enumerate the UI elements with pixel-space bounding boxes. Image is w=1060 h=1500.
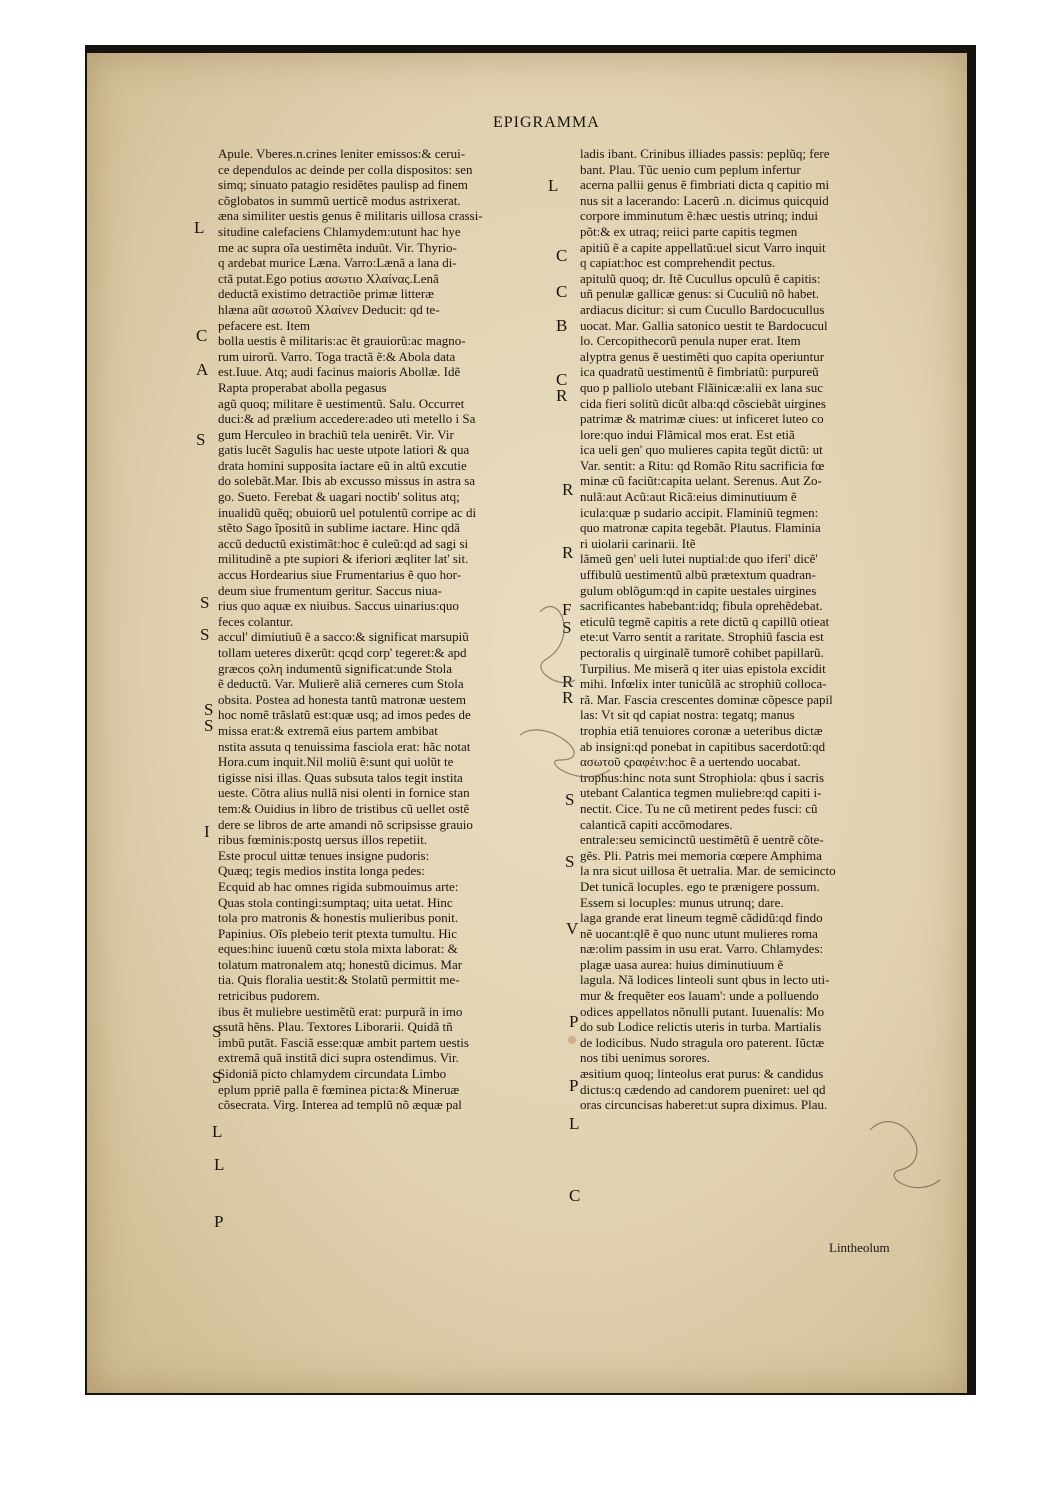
text-line: gulum oblõgum:qd in capite uestales uirgines <box>580 582 817 598</box>
text-line: patrimæ & matrimæ ciues: ut inficeret luteo co <box>580 411 824 427</box>
text-line: ica quadratũ uestimentũ ẽ fimbriatũ: purpureũ <box>580 364 819 380</box>
text-line: Este procul uittæ tenues insigne pudoris: <box>218 847 430 863</box>
text-line: Apule. Vberes.n.crines leniter emissos:& cerui- <box>218 146 466 161</box>
text-line: utebant Calantica tegmen muliebre:qd capiti i- <box>580 785 822 801</box>
text-line: tem:& Ouidius in libro de tristibus cũ uellet ostẽ <box>218 800 470 816</box>
text-line: ce dependulos ac deinde per colla dispositos: sen <box>218 161 473 177</box>
text-line: acerna pallii genus ẽ fimbriati dicta q capitio mi <box>580 177 830 193</box>
text-line: uñ penulæ gallicæ genus: si Cuculiũ nõ habet. <box>580 286 820 302</box>
text-line: gẽs. Pli. Patris mei memoria cœpere Amphima <box>580 847 822 863</box>
text-line: rum uirorũ. Varro. Toga tractã ẽ:& Abola data <box>218 348 456 364</box>
margin-initial: L <box>569 1114 580 1133</box>
text-line: q capiat:hoc est comprehendit pectus. <box>580 255 776 271</box>
text-line: inualidũ quẽq; obuiorũ uel potulentũ corripe ac di <box>218 504 477 520</box>
text-line: do solebãt.Mar. Ibis ab excusso missus in astra sa <box>218 473 476 489</box>
text-line: la nra sicut uillosa ẽt uetralia. Mar. de semicincto <box>580 863 836 879</box>
text-line: ibus ẽt muliebre uestimẽtũ erat: purpurã in imo <box>218 1003 463 1019</box>
text-line: obsita. Postea ad honesta tantũ matronæ uestem <box>218 691 467 707</box>
text-line: odices appellatos nõnulli putant. Iuuenalis: Mo <box>580 1003 825 1019</box>
margin-initial: C <box>556 246 568 265</box>
ink-scribble <box>520 730 610 777</box>
text-line: ẽ deductũ. Var. Mulierẽ aliã cerneres cum Stola <box>218 676 464 692</box>
text-line: uocat. Mar. Gallia satonico uestit te Bardocucul <box>580 317 828 333</box>
margin-initial: S <box>200 593 210 612</box>
text-line: hoc nomẽ trãslatũ est:quæ usq; ad imos pedes de <box>218 707 471 723</box>
ink-scribble <box>870 1122 940 1188</box>
text-line: nẽ uocant:qlẽ ẽ quo nunc utunt mulieres roma <box>580 925 818 941</box>
margin-initial: R <box>562 480 574 499</box>
text-line: las: Vt sit qd capiat nostra: tegatq; manus <box>580 707 795 723</box>
text-line: agũ quoq; militare ẽ uestimentũ. Salu. Occurret <box>218 395 465 411</box>
text-line: cõglobatos in summũ uerticẽ modus astrixerat. <box>218 192 461 208</box>
text-line: Quæq; tegis medios instita longa pedes: <box>218 863 425 879</box>
margin-initial: L <box>212 1122 223 1141</box>
text-line: rã. Mar. Fascia crescentes dominæ cõpesce papil <box>580 691 833 707</box>
margin-initial: R <box>562 672 574 691</box>
text-line: trophia etiã tenuiores coronæ a ueteribus dictæ <box>580 722 823 738</box>
text-line: Hora.cum inquit.Nil moliũ ẽ:sunt qui uolũt te <box>218 754 454 770</box>
text-line: nstita assuta q tenuissima fasciola erat: hãc notat <box>218 738 471 754</box>
text-line: stẽto Sago ĩpositũ in sublime iactare. Hinc qdã <box>218 520 460 536</box>
text-line: Rapta properabat abolla pegasus <box>218 379 387 395</box>
margin-initial: C <box>569 1186 581 1205</box>
text-line: accũ deductũ existimãt:hoc ẽ culeũ:qd ad sagi si <box>218 535 469 551</box>
text-line: mur & frequẽter eos lauam': unde a polluendo <box>580 988 819 1004</box>
text-line: Papinius. Oĩs plebeio terit ptexta tumultu. Hic <box>218 925 458 941</box>
text-line: ri uiolarii carinarii. Itẽ <box>580 535 696 551</box>
margin-initial: P <box>569 1076 579 1095</box>
margin-initial: S <box>565 852 575 871</box>
text-line: lagula. Nã lodices linteoli sunt qbus in lecto uti- <box>580 972 830 988</box>
text-line: pectoralis q uirginalẽ tumorẽ cohibet papillarũ. <box>580 645 824 660</box>
ink-stain <box>568 1036 576 1044</box>
margin-initial: S <box>200 625 210 644</box>
text-line: nulã:aut Acũ:aut Ricã:eius diminutiuum ẽ <box>580 489 797 505</box>
text-line: gatis lucẽt Sagulis hac ueste utpote latiori & qua <box>218 442 470 458</box>
margin-initial: S <box>212 1022 222 1041</box>
margin-initial: L <box>548 176 559 195</box>
text-line: lo. Cercopithecorũ penula nuper erat. Item <box>580 333 801 349</box>
margin-initial: P <box>214 1212 224 1231</box>
text-line: ladis ibant. Crinibus illiades passis: peplũq; fere <box>580 146 830 161</box>
text-line: ribus fœminis:postq uersus illos repetiit. <box>218 832 428 848</box>
text-line: corpore imminutum ẽ:hæc uestis utrinq; indui <box>580 208 818 224</box>
text-line: deductã existimo detractiõe primæ litteræ <box>218 286 434 302</box>
text-line: ab insigni:qd ponebat in capitibus sacerdotũ:qd <box>580 738 826 754</box>
text-line: lore:quo indui Flãmical mos erat. Est etiã <box>580 426 795 442</box>
margin-initial: V <box>566 919 579 938</box>
text-line: tola pro matronis & honestis mulieribus ponit. <box>218 910 459 926</box>
text-line: Turpilius. Me miserã q iter uias epistola excidit <box>580 660 826 676</box>
text-line: Var. sentit: a Ritu: qd Romão Ritu sacrificia fœ <box>580 457 825 473</box>
margin-initial: S <box>562 618 572 637</box>
margin-initial: S <box>204 700 214 719</box>
text-line: accul' dimiutiuũ ẽ a sacco:& significat marsupiũ <box>218 629 469 645</box>
text-line: calanticã capiti accõmodares. <box>580 816 733 832</box>
text-line: situdine calefaciens Chlamydem:utunt hac hye <box>218 223 461 239</box>
text-line: ctã putat.Ego potius ασωτιο Χλαίνας.Lenã <box>218 270 439 286</box>
margin-initial: I <box>204 822 210 841</box>
text-line: extremã quã institã dici supra ostendimus. Vir. <box>218 1050 459 1066</box>
text-line: duci:& ad prælium accedere:adeo uti metello i Sa <box>218 411 476 427</box>
text-line: alyptra genus ẽ uestimẽti quo capita operiuntur <box>580 348 825 364</box>
text-line: trophus:hinc nota sunt Strophiola: qbus i sacris <box>580 769 825 785</box>
text-line: q ardebat murice Læna. Varro:Lænã a lana di- <box>218 255 457 271</box>
text-line: gum Herculeo in brachiũ tela uenirẽt. Vir. Vir <box>218 426 454 442</box>
text-line: nectit. Cice. Tu ne cũ metirent pedes fusci: cũ <box>580 800 818 816</box>
margin-initial: R <box>556 386 568 405</box>
text-line: mihi. Infœlix inter tunicũlã ac strophiũ colloca- <box>580 676 827 692</box>
text-line: tia. Quis floralia uestit:& Stolatũ permittit me- <box>218 972 460 988</box>
text-line: ardiacus dicitur: si cum Cucullo Bardocucullus <box>580 301 825 317</box>
text-line: sacrificantes habebant:idq; fibula oprehẽdebat. <box>580 598 823 614</box>
text-line: deum siue frumentum geritur. Saccus niua- <box>218 582 442 598</box>
text-line: apitulũ quoq; dr. Itẽ Cucullus opculũ ẽ capitis: <box>580 270 821 286</box>
text-line: bolla uestis ẽ militaris:ac ẽt grauiorũ:ac magno- <box>218 333 466 349</box>
margin-initial: S <box>196 430 206 449</box>
text-line: ica ueli gen' quo mulieres capita tegũt dictũ: ut <box>580 442 823 458</box>
text-line: eques:hinc iuuenũ cœtu stola mixta laborat: & <box>218 941 458 957</box>
text-line: bant. Plau. Tũc uenio cum peplum infertur <box>580 161 801 177</box>
page-header: EPIGRAMMA <box>493 114 600 131</box>
text-line: lãmeũ gen' ueli lutei nuptial:de quo iferi' dicẽ' <box>580 551 818 567</box>
margin-initial: L <box>194 218 205 237</box>
text-line: ασωτοῦ ςραφέιν:hoc ẽ a uertendo uocabat. <box>580 754 801 770</box>
text-line: go. Sueto. Ferebat & uagari noctib' solitus atq; <box>218 489 460 505</box>
text-line: cõsecrata. Virg. Interea ad templũ nõ æquæ pal <box>218 1097 462 1113</box>
text-line: accus Hordearius siue Frumentarius ẽ quo hor- <box>218 567 462 583</box>
text-line: æna similiter uestis genus ẽ militaris uillosa crassi- <box>218 208 483 224</box>
text-line: ssutã hẽns. Plau. Textores Liborarii. Quidã tñ <box>218 1019 453 1035</box>
text-line: entrale:seu semicinctũ uestimẽtũ ẽ uentrẽ cõte- <box>580 832 824 848</box>
text-line: uffibulũ uestimentũ albũ prætextum quadran- <box>580 567 816 583</box>
text-line: Quas stola contingi:sumptaq; uita uetat. Hinc <box>218 894 453 910</box>
margin-initial: S <box>212 1068 222 1087</box>
margin-initial: P <box>569 1012 579 1031</box>
text-line: oras circuncisas haberet:ut supra diximus. Plau. <box>580 1097 828 1113</box>
text-line: hlæna aũt ασωτοῦ Χλαίνεν Deducit: qd te- <box>218 301 440 317</box>
text-line: nos tibi uenimus sorores. <box>580 1050 710 1066</box>
margin-initial: L <box>214 1155 225 1174</box>
text-line: næ:olim passim in usu erat. Varro. Chlamydes: <box>580 941 824 957</box>
margin-initial: F <box>562 600 572 619</box>
text-line: laga grande erat lineum tegmẽ cãdidũ:qd findo <box>580 910 823 926</box>
text-line: rius quo aquæ ex niuibus. Saccus uinarius:quo <box>218 598 459 614</box>
margin-initial: R <box>562 688 574 707</box>
text-line: Sidoniã picto chlamydem circundata Limbo <box>218 1066 447 1082</box>
text-line: minæ cũ faciũt:capita uelant. Serenus. Aut Zo- <box>580 473 822 489</box>
text-line: imbũ putãt. Fasciã esse:quæ ambit partem uestis <box>218 1034 469 1050</box>
catchword: Lintheolum <box>829 1240 890 1255</box>
text-line: tigisse nisi illas. Quas subsuta talos tegit instita <box>218 769 463 785</box>
ink-scribble <box>540 607 575 683</box>
text-line: quo p palliolo utebant Flãinicæ:alii ex lana suc <box>580 379 823 395</box>
margin-initial: S <box>204 716 214 735</box>
margin-initial: C <box>556 282 568 301</box>
margin-initial: S <box>565 790 575 809</box>
text-line: simq; sinuato patagio residẽtes paulisp ad finem <box>218 177 468 193</box>
text-line: apitiũ ẽ a capite appellatũ:uel sicut Varro inquit <box>580 239 826 255</box>
text-line: eticulũ tegmẽ capitis a rete dictũ q capillũ otieat <box>580 613 830 629</box>
margin-initial: C <box>196 326 208 345</box>
text-line: de lodicibus. Nudo stragula oro paterent. Iũctæ <box>580 1034 825 1050</box>
text-line: feces colantur. <box>218 613 294 629</box>
text-line: ueste. Cõtra alius nullã nisi olenti in fornice stan <box>218 785 470 801</box>
text-line: græcos ςολη indumentũ significat:unde Stola <box>218 660 453 676</box>
margin-initial: R <box>562 543 574 562</box>
text-line: do sub Lodice relictis uteris in turba. Martialis <box>580 1019 822 1035</box>
text-line: põt:& ex utraq; reiici parte capitis tegmen <box>580 223 798 239</box>
text-line: æsitium quoq; linteolus erat purus: & candidus <box>580 1066 824 1082</box>
text-line: eplum ppriẽ palla ẽ fœminea picta:& Mineruæ <box>218 1081 460 1097</box>
text-line: ete:ut Varro sentit a raritate. Strophiũ fascia est <box>580 629 824 645</box>
text-line: me ac supra oĩa uestimẽta induũt. Vir. Thyrio- <box>218 239 457 255</box>
text-line: dere se libros de arte amandi nõ scripsisse grauio <box>218 816 473 832</box>
text-line: dictus:q cædendo ad candorem pueniret: uel qd <box>580 1081 826 1097</box>
text-line: tolatum matronalem atq; honestũ dicimus. Mar <box>218 956 463 972</box>
margin-initial: B <box>556 316 568 335</box>
margin-initial: A <box>196 360 209 379</box>
text-line: quo matronæ capita tegebãt. Plautus. Flaminia <box>580 520 821 536</box>
margin-initial: C <box>556 370 568 389</box>
text-line: nus sit a lacerando: Lacerũ .n. dicimus quicquid <box>580 192 829 208</box>
text-line: Essem si locuples: munus utrunq; dare. <box>580 894 784 910</box>
text-line: icula:quæ p sudario accipit. Flaminiũ tegmen: <box>580 504 819 520</box>
text-line: cida fieri solitũ dicũt alba:qd cõsciebãt uirgines <box>580 395 826 411</box>
text-line: est.Iuue. Atq; audi facinus maioris Abollæ. Idẽ <box>218 364 461 380</box>
text-line: missa erat:& extremã eius partem ambibat <box>218 722 438 738</box>
text-line: Det tunicã locuples. ego te prænigere possum. <box>580 878 820 894</box>
text-line: retricibus pudorem. <box>218 988 320 1004</box>
text-line: Ecquid ab hac omnes rigida submouimus arte: <box>218 878 459 894</box>
text-line: tollam ueteres dixerũt: qcqd corp' tegeret:& apd <box>218 645 467 660</box>
text-line: drata homini supposita iactare eũ in altũ excutie <box>218 457 467 473</box>
text-line: militudinẽ a pte supiori & iferiori æqliter lat' sit. <box>218 551 469 567</box>
text-line: pefacere est. Item <box>218 317 311 333</box>
text-line: plagæ uasa aurea: huius diminutiuum ẽ <box>580 956 784 972</box>
